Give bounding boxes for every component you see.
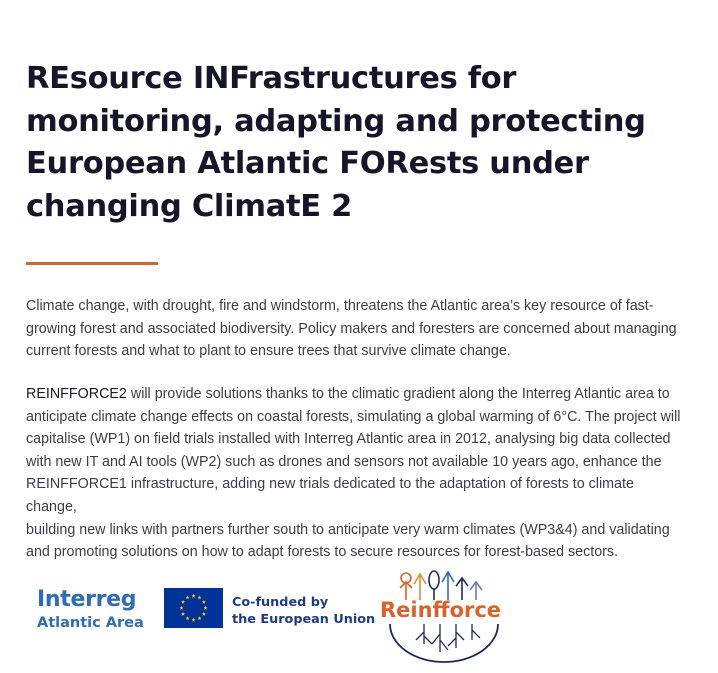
cofunded-line: the European Union [232,612,376,627]
eu-star-icon [186,596,190,600]
text-line: current forests and what to plant to ensure trees that survive climate change. [26,343,511,360]
text-line: capitalise (WP1) on field trials installed with Interreg Atlantic area in 2012, analysing big data collected [26,431,671,448]
title-divider [26,262,158,265]
text-line: growing forest and associated biodiversity. Policy makers and foresters are concerned about managing [26,320,677,337]
eu-star-icon [181,612,185,616]
text-line: and promoting solutions on how to adapt forests to secure resources for forest-based sectors. [26,544,619,561]
interreg-area: Atlantic Area [37,615,144,631]
title-line: changing ClimatE 2 [26,188,353,224]
eu-star-icon [198,596,202,600]
cofunded-label [232,594,382,628]
eu-star-icon [186,616,190,620]
project-name: REINFFORCE2 [26,386,127,402]
text-line: will provide solutions thanks to the climatic gradient along the Interreg Atlantic area to [126,386,670,402]
eu-star-icon [202,600,206,604]
eu-star-icon [192,594,196,598]
eu-star-icon [181,600,185,604]
eu-star-icon [204,606,208,610]
title-line: REsource INFrastructures for [26,61,517,96]
text-line: REINFFORCE1 infrastructure, adding new trials dedicated to the adaptation of forests to climate change, [26,476,634,515]
intro-paragraph [26,295,686,363]
interreg-logo [37,588,152,632]
eu-flag-icon [164,588,223,628]
eu-star-icon [202,612,206,616]
project-paragraph [26,383,686,564]
reinfforce-name: Reinfforce [380,598,502,622]
page-title [26,58,686,228]
text-line: building new links with partners further south to anticipate very warm climates (WP3&4) and validating [26,521,670,538]
title-line: monitoring, adapting and protecting [26,103,646,139]
arc-icon [390,624,498,662]
text-line: anticipate climate change effects on coastal forests, simulating a global warming of 6°C. The project will [26,408,681,425]
interreg-name: Interreg [37,587,137,612]
title-line: European Atlantic FORests under [26,146,589,181]
text-line: Climate change, with drought, fire and windstorm, threatens the Atlantic area’s key resource of fast- [26,298,654,314]
tree-icon [400,571,482,600]
eu-star-icon [192,618,196,622]
eu-star-icon [198,616,202,620]
text-line: with new IT and AI tools (WP2) such as drones and sensors not available 10 years ago, enhance the [26,453,662,470]
cofunded-line: Co-funded by [232,595,329,610]
eu-star-icon [180,606,184,610]
reinfforce-logo [376,560,511,668]
roots-icon [416,624,480,652]
